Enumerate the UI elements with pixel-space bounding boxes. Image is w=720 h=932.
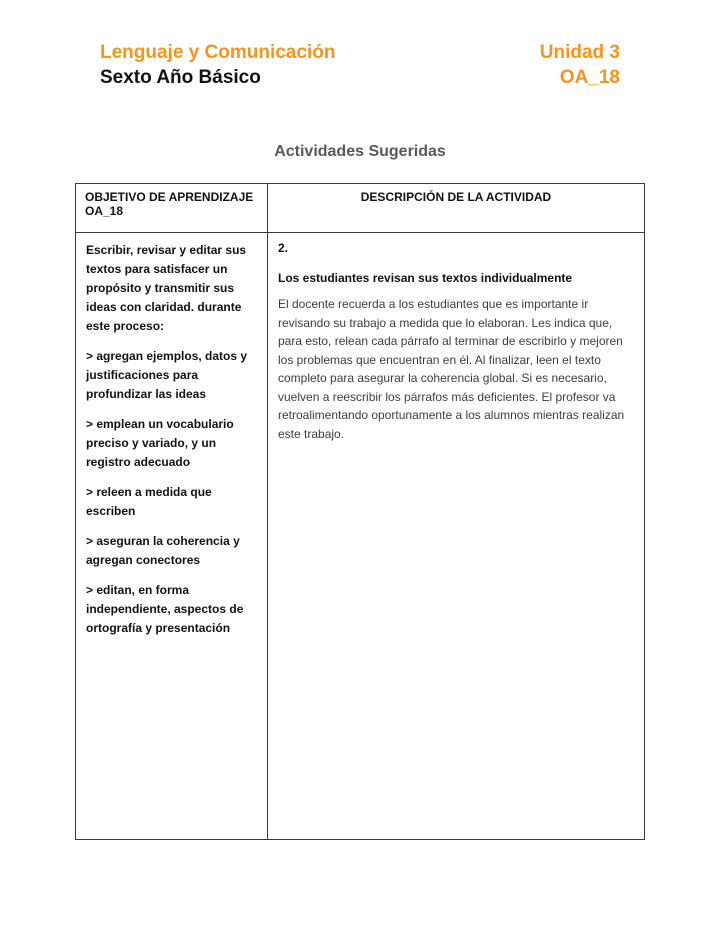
activity-subtitle: Los estudiantes revisan sus textos individualmente	[278, 271, 573, 285]
oa-label: OA_18	[559, 67, 620, 88]
activity-number: 2.	[278, 241, 289, 255]
objetivo-intro: Escribir, revisar y editar sus textos para satisfacer un propósito y transmitir sus ideas con claridad. durante este proceso:	[86, 243, 247, 333]
header-left-block	[100, 40, 335, 90]
objetivo-bullet: > emplean un vocabulario preciso y variado, y un registro adecuado	[86, 417, 234, 469]
objetivo-bullet: > aseguran la coherencia y agregan conectores	[86, 534, 240, 567]
objetivo-bullet: > releen a medida que escriben	[86, 485, 212, 518]
objetivo-bullet: > agregan ejemplos, datos y justificaciones para profundizar las ideas	[86, 349, 248, 401]
subject-title: Lenguaje y Comunicación	[100, 42, 336, 63]
objetivo-cell	[76, 233, 268, 839]
objetivo-bullet: > editan, en forma independiente, aspectos de ortografía y presentación	[86, 583, 244, 635]
grade-level: Sexto Año Básico	[100, 67, 261, 88]
document-header	[100, 40, 620, 90]
table-body-row	[76, 233, 644, 839]
activities-table	[75, 183, 645, 840]
unit-label: Unidad 3	[539, 42, 620, 63]
descripcion-column-header: DESCRIPCIÓN DE LA ACTIVIDAD	[360, 190, 552, 204]
header-right-block	[540, 40, 620, 90]
objetivo-column-header: OBJETIVO DE APRENDIZAJE OA_18	[76, 184, 268, 232]
descripcion-cell	[268, 233, 644, 839]
page-title: Actividades Sugeridas	[274, 143, 446, 160]
activity-description: El docente recuerda a los estudiantes que es importante ir revisando su trabajo a medida que lo elaboran. Les indica que, para esto, relean cada párrafo al terminar de escribirlo y mejoren los problemas que encuentran en él. Al finalizar, leen el texto completo para asegurar la coherencia global. Si es necesario, vuelven a reescribir los párrafos más deficientes. El profesor va retroalimentando oportunamente a los alumnos mientras realizan este trabajo.	[278, 297, 625, 441]
table-header-row	[76, 184, 644, 233]
